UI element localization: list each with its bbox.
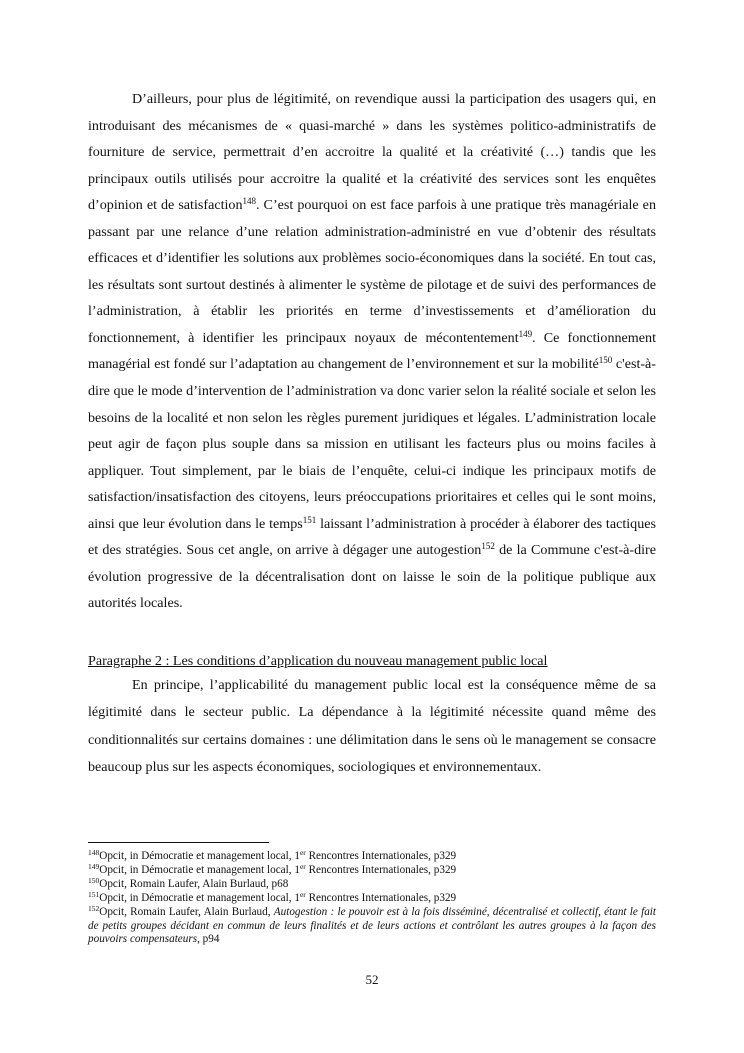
footnote-ref-150[interactable]: 150 [598,355,613,366]
body-paragraph-2: En principe, l’applicabilité du management public local est la conséquence même de sa légitimité dans le secteur public. La dépendance à la légitimité nécessite quand même des conditionnalités sur certains domaines : une délimitation dans le sens où le management se consacre beaucoup plus sur les aspects économiques, sociologiques et environnementaux. [88,676,656,776]
text-run: . C’est pourquoi on est face parfois à une pratique très managériale en passant par une relance d’une relation administration-administré en vue d’obtenir des résultats efficaces et d’identifier les solutions aux problèmes socio-économiques dans la société. En tout cas, les résultats sont surtout destinés à alimenter le système de pilotage et de suivi des performances de l’administration, à établir les priorités en terme d’investissements et d’amélioration du fonctionnement, à identifier les principaux noyaux de mécontentement [88,197,656,346]
footnote-text: Rencontres Internationales, p329 [305,850,457,862]
footnote-148 [88,850,656,864]
ordinal-suffix: er [299,848,306,857]
footnote-ref-152[interactable]: 152 [481,541,495,552]
footnote-text: Opcit, Romain Laufer, Alain Burlaud, [99,905,274,918]
footnote-number: 148 [88,848,100,857]
footnote-text: , p94 [197,933,220,946]
footnote-ref-151[interactable]: 151 [302,514,317,525]
footnote-text: Rencontres Internationales, p329 [305,891,457,904]
text-run: laissant l’administration à procéder à élaborer des tactiques et des stratégies. Sous cet angle, on arrive à dégager une autogestion [88,515,656,559]
page-body [88,86,656,782]
footnote-separator [88,842,269,843]
footnote-number: 149 [88,861,100,871]
section-heading [88,651,656,672]
text-run: D’ailleurs, pour plus de légitimité, on revendique aussi la participation des usagers qui, en introduisant des mécanismes de « quasi-marché » dans les systèmes politico-administratifs de fourniture de service, permettrait d’en accroitre la qualité et la créativité (…) tandis que les principaux outils utilisés pour accroitre la qualité et la créativité des services sont les enquêtes d’opinion et de satisfaction [88,91,656,214]
footnote-150 [88,875,656,892]
footnote-number: 151 [88,889,100,899]
footnote-number: 150 [88,875,100,885]
footnote-text: Opcit, Romain Laufer, Alain Burlaud, p68 [99,877,289,890]
section-heading-text: Paragraphe 2 : Les conditions d’application du nouveau management public local [88,652,548,669]
text-run: . Ce fonctionnement managérial est fondé sur l’adaptation au changement de l’environnement et sur la mobilité [88,329,656,373]
footnote-149 [88,861,656,878]
footnote-ref-149[interactable]: 149 [518,328,533,339]
footnote-italic-text: Autogestion : le pouvoir est à la fois disséminé, décentralisé et collectif, étant le fait de petits groupes décidant en commun de leurs finalités et de leurs actions et contrôlant les autres groupes à la façon des pouvoirs compensateurs [88,905,657,946]
footnote-ref-148[interactable]: 148 [242,196,257,207]
page-number: 52 [365,972,379,987]
ordinal-suffix: er [299,861,306,871]
text-run: de la Commune c'est-à-dire évolution progressive de la décentralisation dont on laisse le soin de la politique publique aux autorités locales. [88,542,656,612]
footnote-number: 152 [88,903,100,913]
footnote-text: Opcit, in Démocratie et management local, 1 [99,863,300,876]
ordinal-suffix: er [299,889,306,899]
footnote-text: Opcit, in Démocratie et management local, 1 [99,891,300,904]
text-run: c'est-à-dire que le mode d’intervention de l’administration va donc varier selon la réalité sociale et selon les besoins de la localité et non selon les règles purement juridiques et légales. L’administration locale peut agir de façon plus souple dans sa mission en utilisant les facteurs plus ou moins faciles à appliquer. Tout simplement, par le biais de l’enquête, celui-ci indique les principaux motifs de satisfaction/insatisfaction des citoyens, leurs préoccupations prioritaires et celles qui le sont moins, ainsi que leur évolution dans le temps [88,356,656,532]
footnote-text: Opcit, in Démocratie et management local, 1 [99,850,300,862]
body-paragraph-1 [88,86,656,617]
footnotes [88,850,656,947]
footnote-text: Rencontres Internationales, p329 [305,863,457,876]
footnote-151 [88,889,656,906]
footnote-152 [88,903,657,948]
